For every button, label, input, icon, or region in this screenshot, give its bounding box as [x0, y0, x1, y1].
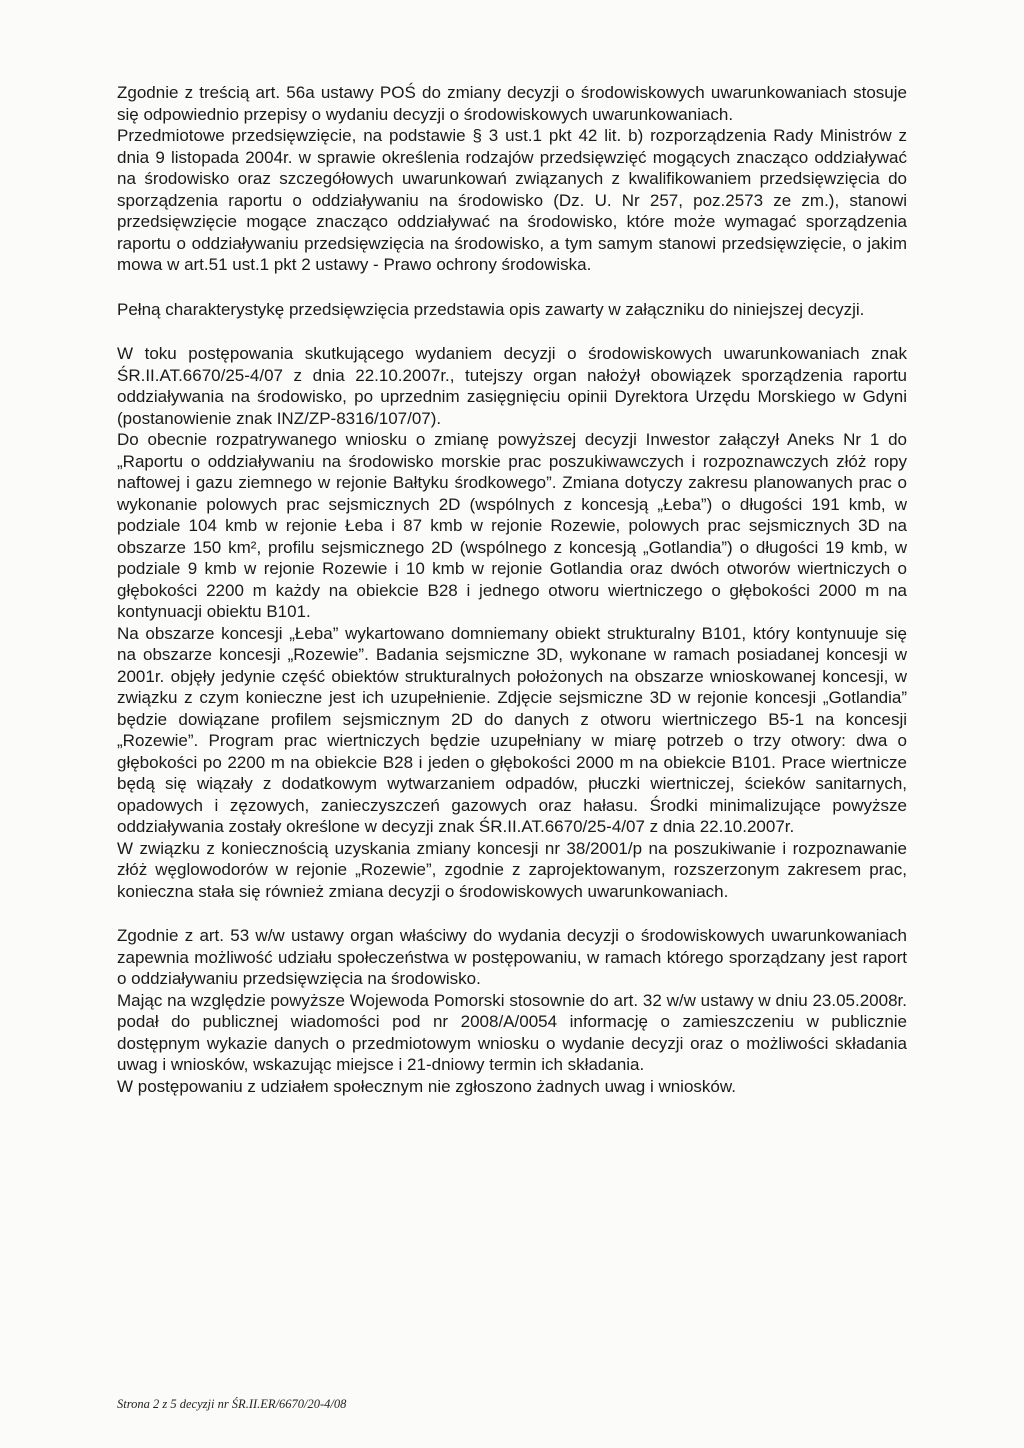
paragraph-gap [117, 276, 907, 299]
paragraph-gap [117, 320, 907, 343]
paragraph-art-56a: Zgodnie z treścią art. 56a ustawy POŚ do zmiany decyzji o środowiskowych uwarunkowaniach stosuje się odpowiednio przepisy o wydaniu decyzji o środowiskowych uwarunkowaniach. [117, 83, 907, 124]
paragraph-art-53: Zgodnie z art. 53 w/w ustawy organ właściwy do wydania decyzji o środowiskowych uwarunkowaniach zapewnia możliwość udziału społeczeństwa w postępowaniu, w ramach którego sporządzany jest raport o oddziaływaniu przedsięwzięcia na środowisko. [117, 926, 907, 988]
paragraph-classification: Przedmiotowe przedsięwzięcie, na podstawie § 3 ust.1 pkt 42 lit. b) rozporządzenia Rady Ministrów z dnia 9 listopada 2004r. w sprawie określenia rodzajów przedsięwzięć mogących znacząco oddziaływać na środowisko oraz szczegółowych uwarunkowań związanych z kwalifikowaniem przedsięwzięcia do sporządzenia raportu o oddziaływaniu na środowisko (Dz. U. Nr 257, poz.2573 ze zm.), stanowi przedsięwzięcie mogące znacząco oddziaływać na środowisko, które może wymagać sporządzenia raportu o oddziaływaniu przedsięwzięcia na środowisko, a tym samym stanowi przedsięwzięcie, o jakim mowa w art.51 ust.1 pkt 2 ustawy - Prawo ochrony środowiska. [117, 126, 907, 274]
paragraph-proceedings: W toku postępowania skutkującego wydaniem decyzji o środowiskowych uwarunkowaniach znak ŚR.II.AT.6670/25-4/07 z dnia 22.10.2007r., tutejszy organ nałożył obowiązek sporządzenia raportu oddziaływania na środowisko, po uprzednim zasięgnięciu opinii Dyrektora Urzędu Morskiego w Gdyni (postanowienie znak INZ/ZP-8316/107/07). [117, 344, 907, 428]
paragraph-concession-change: W związku z koniecznością uzyskania zmiany koncesji nr 38/2001/p na poszukiwanie i rozpoznawanie złóż węglowodorów w rejonie „Rozewie”, zgodnie z zaprojektowanym, rozszerzonym zakresem prac, konieczna stała się również zmiana decyzji o środowiskowych uwarunkowaniach. [117, 838, 907, 901]
paragraph-gap [117, 902, 907, 925]
paragraph-leba-concession: Na obszarze koncesji „Łeba” wykartowano domniemany obiekt strukturalny B101, który kontynuuje się na obszarze koncesji „Rozewie”. Badania sejsmiczne 3D, wykonane w ramach posiadanej koncesji w 2001r. objęły jedynie część obiektów strukturalnych położonych na obszarze wnioskowanej koncesji, w związku z czym konieczne jest ich uzupełnienie. Zdjęcie sejsmiczne 3D w rejonie koncesji „Gotlandia” będzie dowiązane profilem sejsmicznym 2D do danych z otworu wiertniczego B5-1 na koncesji „Rozewie”. Program prac wiertniczych będzie uzupełniany w miarę potrzeb o trzy otwory: dwa o głębokości po 2200 m na obiekcie B28 i jeden o głębokości 2000 m na obiekcie B101. Prace wiertnicze będą się wiązały z dodatkowym wytwarzaniem odpadów, płuczki wiertniczej, ścieków sanitarnych, opadowych i zęzowych, zanieczyszczeń gazowych oraz hałasu. Środki minimalizujące powyższe oddziaływania zostały określone w decyzji znak ŚR.II.AT.6670/25-4/07 z dnia 22.10.2007r. [117, 623, 907, 836]
page-footer: Strona 2 z 5 decyzji nr ŚR.II.ER/6670/20-4/08 [117, 1397, 347, 1411]
paragraph-characteristics: Pełną charakterystykę przedsięwzięcia przedstawia opis zawarty w załączniku do niniejszej decyzji. [117, 299, 865, 319]
paragraph-no-comments: W postępowaniu z udziałem społecznym nie zgłoszono żadnych uwag i wniosków. [117, 1076, 736, 1096]
paragraph-annex: Do obecnie rozpatrywanego wniosku o zmianę powyższej decyzji Inwestor załączył Aneks Nr 1 do „Raportu o oddziaływaniu na środowisko morskie prac poszukiwawczych i rozpoznawczych złóż ropy naftowej i gazu ziemnego w rejonie Bałtyku środkowego”. Zmiana dotyczy zakresu planowanych prac o wykonanie polowych prac sejsmicznych 2D (wspólnych z koncesją „Łeba”) o długości 191 kmb, w podziale 104 kmb w rejonie Łeba i 87 kmb w rejonie Rozewie, polowych prac sejsmicznych 3D na obszarze 150 km², profilu sejsmicznego 2D (wspólnego z koncesją „Gotlandia”) o długości 19 kmb, w podziale 9 kmb w rejonie Rozewie i 10 kmb w rejonie Gotlandia oraz dwóch otworów wiertniczych o głębokości 2200 m każdy na obiekcie B28 i jednego otworu wiertniczego o głębokości 2000 m na kontynuacji obiektu B101. [117, 430, 907, 621]
paragraph-public-notice: Mając na względzie powyższe Wojewoda Pomorski stosownie do art. 32 w/w ustawy w dniu 23.05.2008r. podał do publicznej wiadomości pod nr 2008/A/0054 informację o zamieszczeniu w publicznie dostępnym wykazie danych o przedmiotowym wniosku o wydanie decyzji oraz o możliwości składania uwag i wniosków, wskazując miejsce i 21-dniowy termin ich składania. [117, 990, 907, 1074]
document-body [117, 82, 907, 1097]
